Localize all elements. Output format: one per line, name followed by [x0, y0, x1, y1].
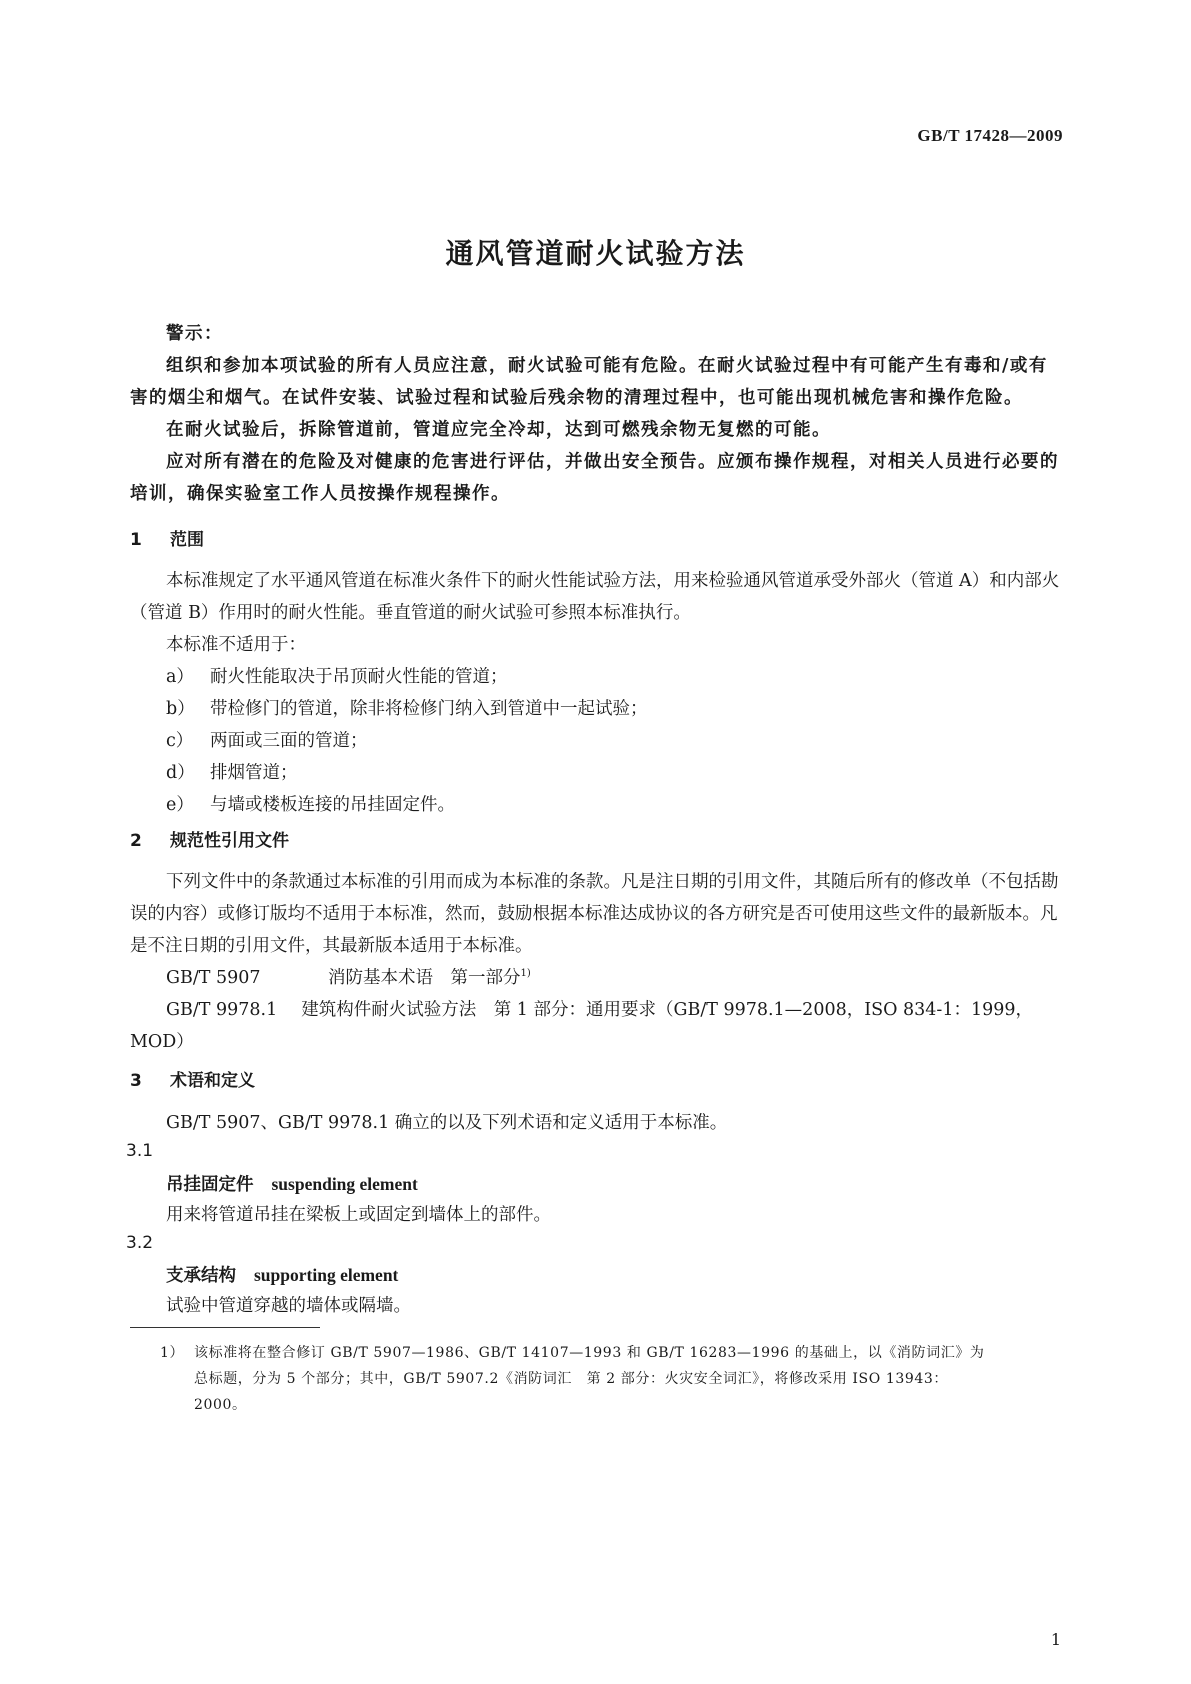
warning-block	[130, 318, 1064, 510]
list-item-text: 耐火性能取决于吊顶耐火性能的管道；	[210, 667, 508, 687]
section-3-heading	[130, 1066, 255, 1091]
list-item-mark: c）	[166, 731, 194, 751]
warning-paragraph-3: 应对所有潜在的危险及对健康的危害进行评估，并做出安全预告。应颁布操作规程，对相关人员进行必要的培训，确保实验室工作人员按操作规程操作。	[130, 452, 1059, 504]
list-item	[130, 789, 1064, 821]
reference-title: 建筑构件耐火试验方法 第 1 部分：通用要求（GB/T 9978.1—2008，ISO 834-1：1999，MOD）	[130, 1000, 1034, 1052]
section-1-paragraph-2: 本标准不适用于：	[166, 635, 306, 655]
term-definition: 用来将管道吊挂在梁板上或固定到墙体上的部件。	[166, 1205, 551, 1225]
section-1-number: 1	[130, 530, 142, 550]
section-3-title: 术语和定义	[170, 1071, 255, 1091]
footnote	[160, 1340, 990, 1418]
footnote-mark: 1）	[160, 1345, 185, 1361]
term-english: supporting element	[254, 1265, 399, 1285]
section-2-heading	[130, 826, 289, 851]
section-1-title: 范围	[170, 530, 204, 550]
footnote-reference-mark: 1)	[520, 968, 531, 980]
section-3-body	[130, 1107, 1064, 1139]
term-definition: 试验中管道穿越的墙体或隔墙。	[166, 1296, 411, 1316]
normative-reference-1	[130, 962, 1064, 994]
list-item-mark: b）	[166, 699, 195, 719]
list-item	[130, 757, 1064, 789]
warning-paragraph-1: 组织和参加本项试验的所有人员应注意，耐火试验可能有危险。在耐火试验过程中有可能产生有毒和/或有害的烟尘和烟气。在试件安装、试验过程和试验后残余物的清理过程中，也可能出现机械危害和操作危险。	[130, 356, 1048, 408]
reference-title: 消防基本术语 第一部分	[328, 968, 521, 988]
list-item-mark: d）	[166, 763, 195, 783]
section-1-body	[130, 565, 1064, 821]
clause-number: 3.1	[126, 1141, 154, 1161]
term-chinese: 支承结构	[166, 1266, 236, 1286]
section-2-number: 2	[130, 831, 142, 851]
section-2-body	[130, 866, 1064, 1058]
footnote-text: 该标准将在整合修订 GB/T 5907—1986、GB/T 14107—1993 和 GB/T 16283—1996 的基础上，以《消防词汇》为总标题，分为 5 个部分；其中，GB/T 5907.2《消防词汇 第 2 部分：火灾安全词汇》，将修改采用 ISO 13943：2000。	[194, 1345, 985, 1413]
clause-number: 3.2	[126, 1233, 154, 1253]
reference-code: GB/T 5907	[166, 968, 261, 988]
normative-reference-2	[130, 994, 1064, 1058]
list-item	[130, 661, 1064, 693]
term-chinese: 吊挂固定件	[166, 1175, 254, 1195]
warning-label: 警示：	[166, 324, 223, 344]
document-title: 通风管道耐火试验方法	[445, 237, 746, 270]
section-3-paragraph-1: GB/T 5907、GB/T 9978.1 确立的以及下列术语和定义适用于本标准。	[166, 1113, 728, 1133]
list-item-mark: e）	[166, 795, 194, 815]
list-item-text: 与墙或楼板连接的吊挂固定件。	[210, 795, 455, 815]
list-item-mark: a）	[166, 667, 194, 687]
term-english: suspending element	[271, 1174, 418, 1194]
page-number: 1	[1050, 1630, 1061, 1649]
term-entry	[166, 1171, 418, 1196]
term-entry	[166, 1262, 398, 1287]
section-1-heading	[130, 525, 204, 550]
section-2-paragraph-1: 下列文件中的条款通过本标准的引用而成为本标准的条款。凡是注日期的引用文件，其随后所有的修改单（不包括勘误的内容）或修订版均不适用于本标准，然而，鼓励根据本标准达成协议的各方研究是否可使用这些文件的最新版本。凡是不注日期的引用文件，其最新版本适用于本标准。	[130, 872, 1059, 956]
list-item-text: 两面或三面的管道；	[210, 731, 368, 751]
section-2-title: 规范性引用文件	[170, 831, 289, 851]
list-item-text: 排烟管道；	[210, 763, 298, 783]
footnote-divider	[130, 1327, 320, 1328]
section-1-paragraph-1: 本标准规定了水平通风管道在标准火条件下的耐火性能试验方法，用来检验通风管道承受外部火（管道 A）和内部火（管道 B）作用时的耐火性能。垂直管道的耐火试验可参照本标准执行。	[130, 571, 1060, 623]
standard-number: GB/T 17428—2009	[917, 126, 1063, 145]
list-item	[130, 725, 1064, 757]
warning-paragraph-2: 在耐火试验后，拆除管道前，管道应完全冷却，达到可燃残余物无复燃的可能。	[166, 420, 831, 440]
list-item	[130, 693, 1064, 725]
list-item-text: 带检修门的管道，除非将检修门纳入到管道中一起试验；	[210, 699, 648, 719]
section-3-number: 3	[130, 1071, 142, 1091]
reference-code: GB/T 9978.1	[166, 1000, 278, 1020]
